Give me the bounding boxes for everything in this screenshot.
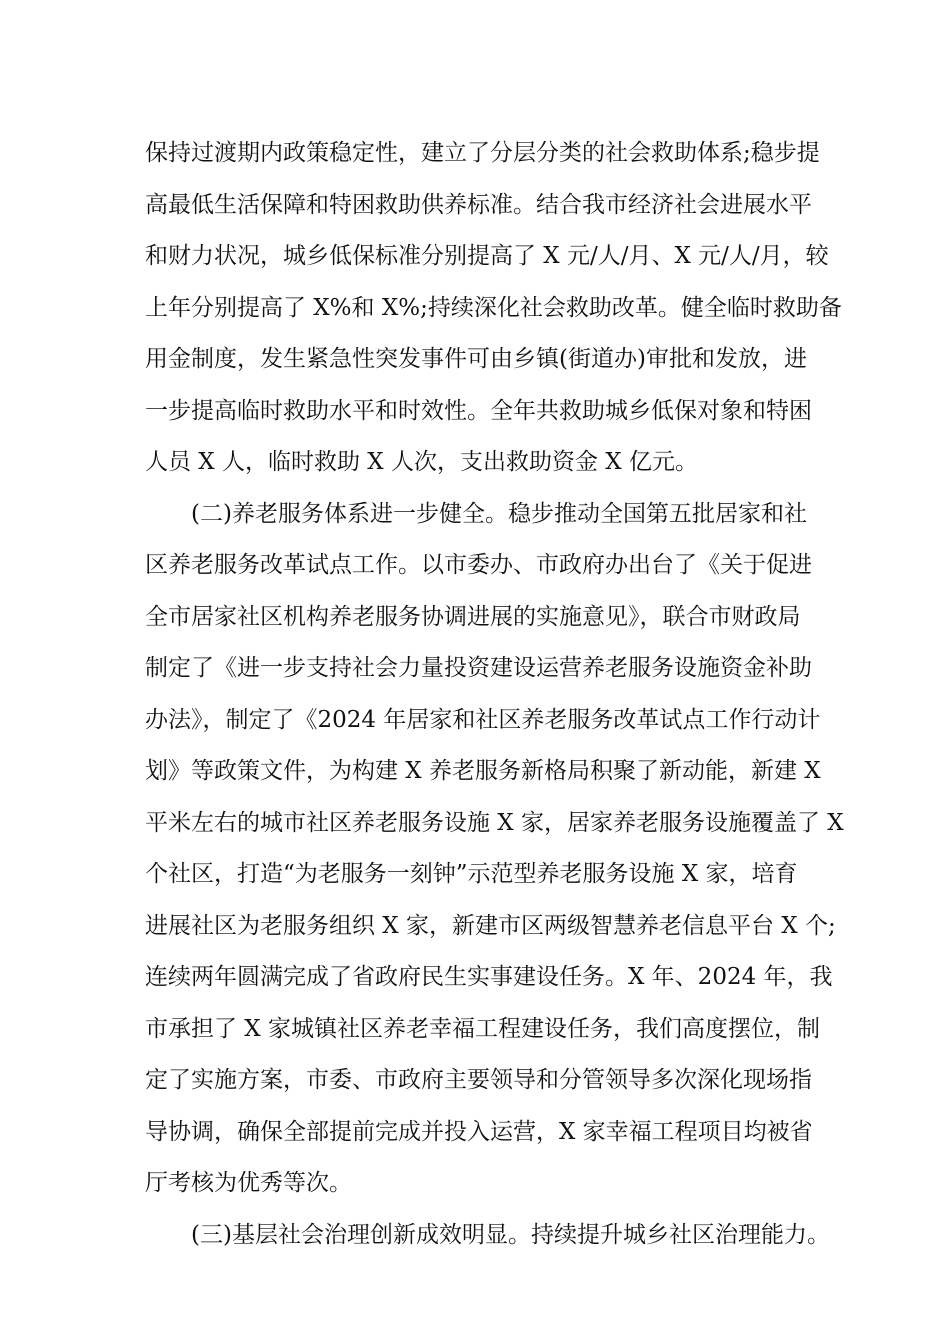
paragraph-2-line-7: 平米左右的城市社区养老服务设施 X 家，居家养老服务设施覆盖了 X — [145, 809, 844, 836]
paragraph-2-line-1: (二)养老服务体系进一步健全。稳步推动全国第五批居家和社 — [191, 500, 807, 527]
paragraph-1-line-7: 人员 X 人，临时救助 X 人次，支出救助资金 X 亿元。 — [145, 449, 698, 475]
paragraph-1-line-1: 保持过渡期内政策稳定性，建立了分层分类的社会救助体系;稳步提 — [145, 140, 820, 166]
paragraph-1-line-4: 上年分别提高了 X%和 X%;持续深化社会救助改革。健全临时救助备 — [145, 294, 842, 321]
paragraph-2-line-3: 全市居家社区机构养老服务协调进展的实施意见》，联合市财政局 — [145, 603, 801, 630]
paragraph-2-line-6: 划》等政策文件，为构建 X 养老服务新格局积聚了新动能，新建 X — [145, 758, 821, 784]
paragraph-2-line-13: 导协调，确保全部提前完成并投入运营，X 家幸福工程项目均被省 — [145, 1118, 813, 1145]
paragraph-3-line-1: (三)基层社会治理创新成效明显。持续提升城乡社区治理能力。 — [191, 1221, 830, 1248]
paragraph-2-line-11: 市承担了 X 家城镇社区养老幸福工程建设任务，我们高度摆位，制 — [145, 1015, 820, 1042]
paragraph-1-line-2: 高最低生活保障和特困救助供养标准。结合我市经济社会进展水平 — [145, 191, 812, 218]
paragraph-2-line-8: 个社区，打造“为老服务一刻钟”示范型养老服务设施 X 家，培育 — [145, 861, 798, 887]
paragraph-1-line-3: 和财力状况，城乡低保标准分别提高了 X 元/人/月、X 元/人/月，较 — [145, 243, 829, 269]
paragraph-2-line-12: 定了实施方案，市委、市政府主要领导和分管领导多次深化现场指 — [145, 1067, 812, 1093]
paragraph-2-line-4: 制定了《进一步支持社会力量投资建设运营养老服务设施资金补助 — [145, 655, 812, 681]
paragraph-2-line-2: 区养老服务改革试点工作。以市委办、市政府办出台了《关于促进 — [145, 552, 812, 578]
paragraph-1-line-5: 用金制度，发生紧急性突发事件可由乡镇(街道办)审批和发放，进 — [145, 346, 807, 372]
document-body — [145, 128, 844, 1261]
paragraph-2-line-10: 连续两年圆满完成了省政府民生实事建设任务。X 年、2024 年，我 — [145, 964, 833, 990]
paragraph-1-line-6: 一步提高临时救助水平和时效性。全年共救助城乡低保对象和特困 — [145, 397, 812, 424]
paragraph-2-line-5: 办法》，制定了《2024 年居家和社区养老服务改革试点工作行动计 — [145, 706, 821, 733]
paragraph-2-line-9: 进展社区为老服务组织 X 家，新建市区两级智慧养老信息平台 X 个; — [145, 912, 836, 939]
paragraph-2-line-14: 厅考核为优秀等次。 — [145, 1170, 352, 1196]
